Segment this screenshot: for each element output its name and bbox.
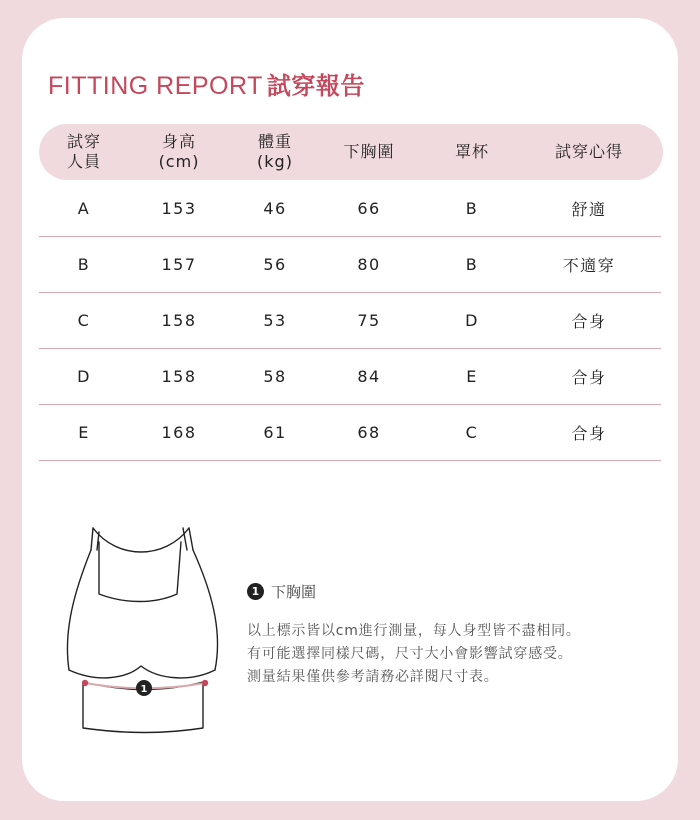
legend-badge: 1 (247, 583, 264, 600)
cell-feedback: 合身 (571, 311, 607, 331)
table-row (39, 180, 661, 237)
header-height: 身高 (cm) (158, 132, 200, 171)
cell-height: 153 (161, 198, 197, 218)
title-zh: 試穿報告 (266, 72, 365, 100)
header-cup: 罩杯 (454, 142, 489, 161)
header-tester: 試穿 人員 (66, 132, 101, 171)
cell-underbust: 84 (357, 366, 381, 386)
cell-tester: E (78, 422, 90, 442)
cell-tester: A (77, 198, 91, 218)
cell-weight: 61 (263, 422, 287, 442)
note-line: 以上標示皆以cm進行測量，每人身型皆不盡相同。 (247, 623, 581, 639)
table-row (39, 404, 661, 461)
page-title (48, 66, 365, 101)
cell-tester: C (77, 310, 91, 330)
note-line: 測量結果僅供參考請務必詳閱尺寸表。 (247, 669, 499, 685)
cell-feedback: 舒適 (571, 199, 607, 219)
cell-height: 168 (161, 422, 197, 442)
cell-feedback: 不適穿 (562, 255, 616, 275)
table-row (39, 236, 661, 293)
cell-height: 158 (161, 310, 197, 330)
legend (247, 581, 316, 602)
bra-top-illustration (55, 520, 235, 744)
cell-cup: D (465, 310, 479, 330)
table-header (39, 124, 663, 180)
cell-weight: 53 (263, 310, 287, 330)
legend-label: 下胸圍 (271, 583, 317, 601)
header-weight: 體重 (kg) (257, 132, 293, 171)
cell-underbust: 68 (357, 422, 381, 442)
cell-weight: 56 (263, 254, 287, 274)
cell-feedback: 合身 (571, 367, 607, 387)
cell-underbust: 75 (357, 310, 381, 330)
cell-cup: C (465, 422, 479, 442)
marker-number: 1 (140, 684, 148, 695)
header-underbust: 下胸圍 (343, 142, 395, 161)
cell-height: 158 (161, 366, 197, 386)
cell-height: 157 (161, 254, 197, 274)
title-en: FITTING REPORT (48, 72, 263, 100)
note-line: 有可能選擇同樣尺碼，尺寸大小會影響試穿感受。 (247, 646, 573, 662)
cell-cup: E (466, 366, 478, 386)
cell-weight: 46 (263, 198, 287, 218)
cell-feedback: 合身 (571, 423, 607, 443)
notes (247, 620, 581, 689)
table-row (39, 348, 661, 405)
cell-underbust: 66 (357, 198, 381, 218)
cell-weight: 58 (263, 366, 287, 386)
cell-underbust: 80 (357, 254, 381, 274)
table-row (39, 292, 661, 349)
header-feedback: 試穿心得 (554, 142, 623, 161)
cell-cup: B (465, 254, 479, 274)
cell-cup: B (465, 198, 479, 218)
cell-tester: B (77, 254, 91, 274)
cell-tester: D (77, 366, 91, 386)
